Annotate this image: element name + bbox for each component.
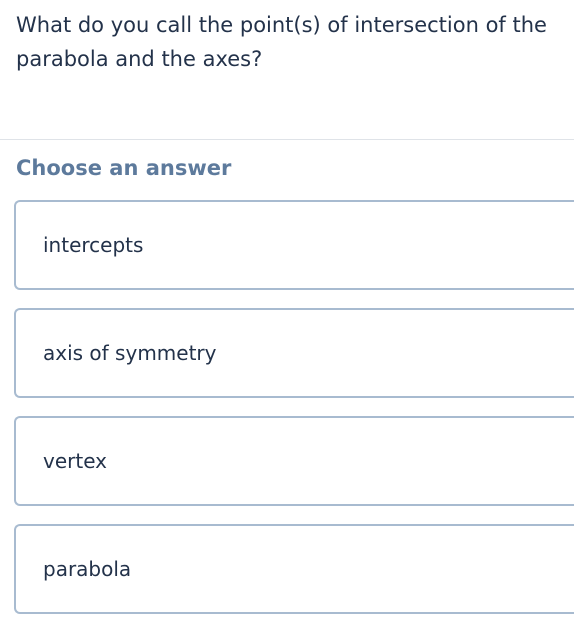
- answer-choice-label: intercepts: [43, 233, 144, 257]
- answer-choices: [14, 200, 574, 619]
- answer-choice-parabola[interactable]: [14, 524, 574, 614]
- answer-choice-intercepts[interactable]: [14, 200, 574, 290]
- answer-choice-axis-of-symmetry[interactable]: [14, 308, 574, 398]
- choose-answer-heading: Choose an answer: [16, 156, 232, 180]
- question-text: What do you call the point(s) of intersection of the parabola and the axes?: [16, 13, 547, 71]
- answer-choice-vertex[interactable]: [14, 416, 574, 506]
- answer-choice-label: vertex: [43, 449, 107, 473]
- answer-choice-label: parabola: [43, 557, 132, 581]
- divider: [0, 139, 574, 140]
- answer-choice-label: axis of symmetry: [43, 341, 217, 365]
